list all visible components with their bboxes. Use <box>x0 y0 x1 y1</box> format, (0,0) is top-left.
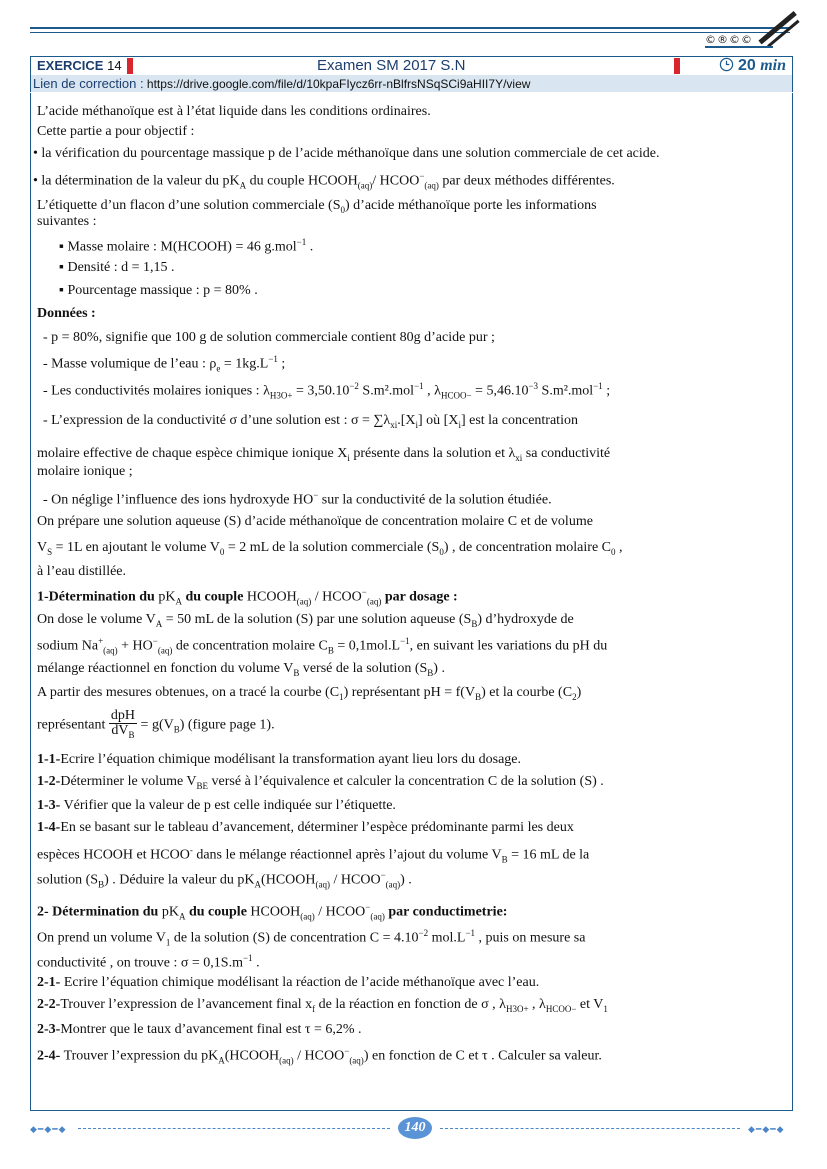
titration-line-4: A partir des mesures obtenues, on a tracé la courbe $(C_1)$ représentant pH = $f(V_B)$ et la courbe $(C_2)$ <box>37 685 582 702</box>
exercise-title <box>37 57 122 75</box>
time-value: 20 <box>737 57 756 74</box>
license-badge <box>705 33 773 48</box>
time-badge <box>719 57 787 75</box>
top-rule-thin <box>30 32 790 33</box>
time-mark <box>674 58 680 74</box>
data-item-1: - p = 80%, signifie que 100 g de solution commerciale contient 80g d’acide pur ; <box>43 330 495 345</box>
footer-ornament-left-icon: ◆━◆━◆ <box>30 1124 67 1134</box>
exercise-body <box>30 93 793 1111</box>
data-item-3: - Les conductivités molaires ioniques : $\lambda_{H3O+} = 3,50.10^{-2}$ S.m².mol$^{-1}$ , $\lambda_{HCOO-} = 5,46.10^{-3}$ S.m².mol$^{-1}$ ; <box>43 381 611 401</box>
footer-rule-right <box>440 1128 740 1129</box>
license-text: ©®©© <box>705 33 753 46</box>
exercise-mark <box>127 58 133 74</box>
question-2-4: 2-4- Trouver l’expression du $pK_A(HCOOH_{(aq)}$ / $HCOO^-_{(aq)}$) en fonction de C et τ . Calculer sa valeur. <box>37 1046 602 1066</box>
question-1-2: 1-2-Déterminer le volume $V_{BE}$ versé à l’équivalence et calculer la concentration C de la solution (S) . <box>37 774 604 791</box>
label-intro-cont: suivantes : <box>37 214 97 229</box>
question-1-3: 1-3- Vérifier que la valeur de p est celle indiquée sur l’étiquette. <box>37 798 396 813</box>
derivative-fraction: $\frac{\text{dpH}}{dV_B}$ <box>110 708 136 740</box>
top-rule <box>30 27 790 29</box>
question-2-3: 2-3-Montrer que le taux d’avancement final est τ = 6,2% . <box>37 1022 362 1037</box>
data-item-2: - Masse volumique de l’eau : $\rho_e = 1kg.L^{-1}$ ; <box>43 354 286 374</box>
time-unit: min <box>760 57 786 74</box>
objective-item-1: • la vérification du pourcentage massique p de l’acide méthanoïque dans une solution commerciale de cet acide. <box>33 146 660 161</box>
question-1-4: 1-4-En se basant sur le tableau d’avancement, déterminer l’espèce prédominante parmi les deux <box>37 820 574 835</box>
titration-line-2: sodium $Na^+_{(aq)} + HO^-_{(aq)}$ de concentration molaire $C_B = 0,1mol.L^{-1}$, en suivant les variations du pH du <box>37 636 608 656</box>
preparation-line-3: à l’eau distillée. <box>37 564 127 579</box>
objective-line: Cette partie a pour objectif : <box>37 124 195 139</box>
titration-line-5: représentant $\frac{\text{dpH}}{dV_B}$ = $g(V_B)$ (figure page 1). <box>37 708 275 740</box>
conductimetry-line-1: On prend un volume $V_1$ de la solution (S) de concentration $C = 4.10^{-2}$ $mol.L^{-1}$ , puis on mesure sa <box>37 928 586 948</box>
question-1-4-cont: espèces HCOOH et HCOO- dans le mélange réactionnel après l’ajout du volume $V_B = 16$ mL de la <box>37 845 590 865</box>
footer-rule-left <box>78 1128 390 1129</box>
question-1-1: 1-1-Ecrire l’équation chimique modélisant la transformation ayant lieu lors du dosage. <box>37 752 522 767</box>
data-item-4: - L’expression de la conductivité σ d’une solution est : $\sigma = \sum\lambda_{xi}.[X_i]$ où $[X_i]$ est la concentration <box>43 413 578 430</box>
exam-title: Examen SM 2017 S.N <box>317 57 466 74</box>
footer-ornament-right-icon: ◆━◆━◆ <box>748 1124 785 1134</box>
section-1-title: 1-Détermination du $pK_A$ du couple $HCOOH_{(aq)}$ / $HCOO^-_{(aq)}$ par dosage : <box>37 587 458 607</box>
page-number: 140 <box>398 1117 432 1139</box>
intro-line: L’acide méthanoïque est à l’état liquide dans les conditions ordinaires. <box>37 104 431 119</box>
exercise-label: EXERCICE <box>37 58 104 73</box>
label-item-molar-mass: ▪ Masse molaire : M(HCOOH) = 46 g.mol$^{-1}$ . <box>59 237 314 255</box>
conductimetry-line-2: conductivité , on trouve : $\sigma = 0,1S.m^{-1}$ . <box>37 953 260 971</box>
question-1-4-cont-2: solution $(S_B)$ . Déduire la valeur du $pK_A(HCOOH_{(aq)}$ / $HCOO^-_{(aq)}$) . <box>37 870 412 890</box>
titration-line-3: mélange réactionnel en fonction du volume $V_B$ versé de la solution $(S_B)$ . <box>37 661 445 678</box>
titration-line-1: On dose le volume $V_A = 50$ mL de la solution (S) par une solution aqueuse $(S_B)$ d’hydroxyde de <box>37 612 574 629</box>
label-item-density: ▪ Densité : d = 1,15 . <box>59 260 175 275</box>
data-item-4-cont: molaire effective de chaque espèce chimique ionique $X_i$ présente dans la solution et $\lambda_{xi}$ sa conductivité <box>37 446 611 463</box>
data-item-5: - On néglige l’influence des ions hydroxyde HO− sur la conductivité de la solution étudiée. <box>43 490 552 508</box>
clock-icon <box>719 57 734 72</box>
label-item-percentage: ▪ Pourcentage massique : p = 80% . <box>59 283 258 298</box>
objective-item-1-text: la vérification du pourcentage massique p de l’acide méthanoïque dans une solution commerciale de cet acide. <box>41 146 660 161</box>
exercise-header <box>30 56 793 76</box>
data-item-4-cont-2: molaire ionique ; <box>37 464 133 479</box>
correction-url[interactable]: https://drive.google.com/file/d/10kpaFIycz6rr-nBlfrsNSqSCi9aHII7Y/view <box>146 77 531 91</box>
section-2-title: 2- Détermination du $pK_A$ du couple $HCOOH_{(aq)}$ / $HCOO^-_{(aq)}$ par conductimetrie: <box>37 902 508 922</box>
preparation-line-1: On prépare une solution aqueuse (S) d’acide méthanoïque de concentration molaire C et de volume <box>37 514 593 529</box>
data-heading: Données : <box>37 306 96 321</box>
question-2-1: 2-1- Ecrire l’équation chimique modélisant la réaction de l’acide méthanoïque avec l’eau. <box>37 975 540 990</box>
objective-item-2: • la détermination de la valeur du $pK_A$ du couple $HCOOH_{(aq)}/$ $HCOO^-_{(aq)}$ par deux méthodes différentes. <box>33 171 615 191</box>
exercise-number: 14 <box>107 58 122 73</box>
label-intro: L’étiquette d’un flacon d’une solution commerciale $(S_0)$ d’acide méthanoïque porte les informations <box>37 198 597 215</box>
preparation-line-2: $V_S = 1L$ en ajoutant le volume $V_0 = 2$ mL de la solution commerciale $(S_0)$ , de concentration molaire $C_0$ , <box>37 540 623 557</box>
question-2-2: 2-2-Trouver l’expression de l’avancement final $x_f$ de la réaction en fonction de σ , $\lambda_{H3O+}$ , $\lambda_{HCOO-}$ et $V_1$ <box>37 997 608 1014</box>
correction-label: Lien de correction : <box>33 76 144 91</box>
correction-link-bar <box>30 75 793 92</box>
